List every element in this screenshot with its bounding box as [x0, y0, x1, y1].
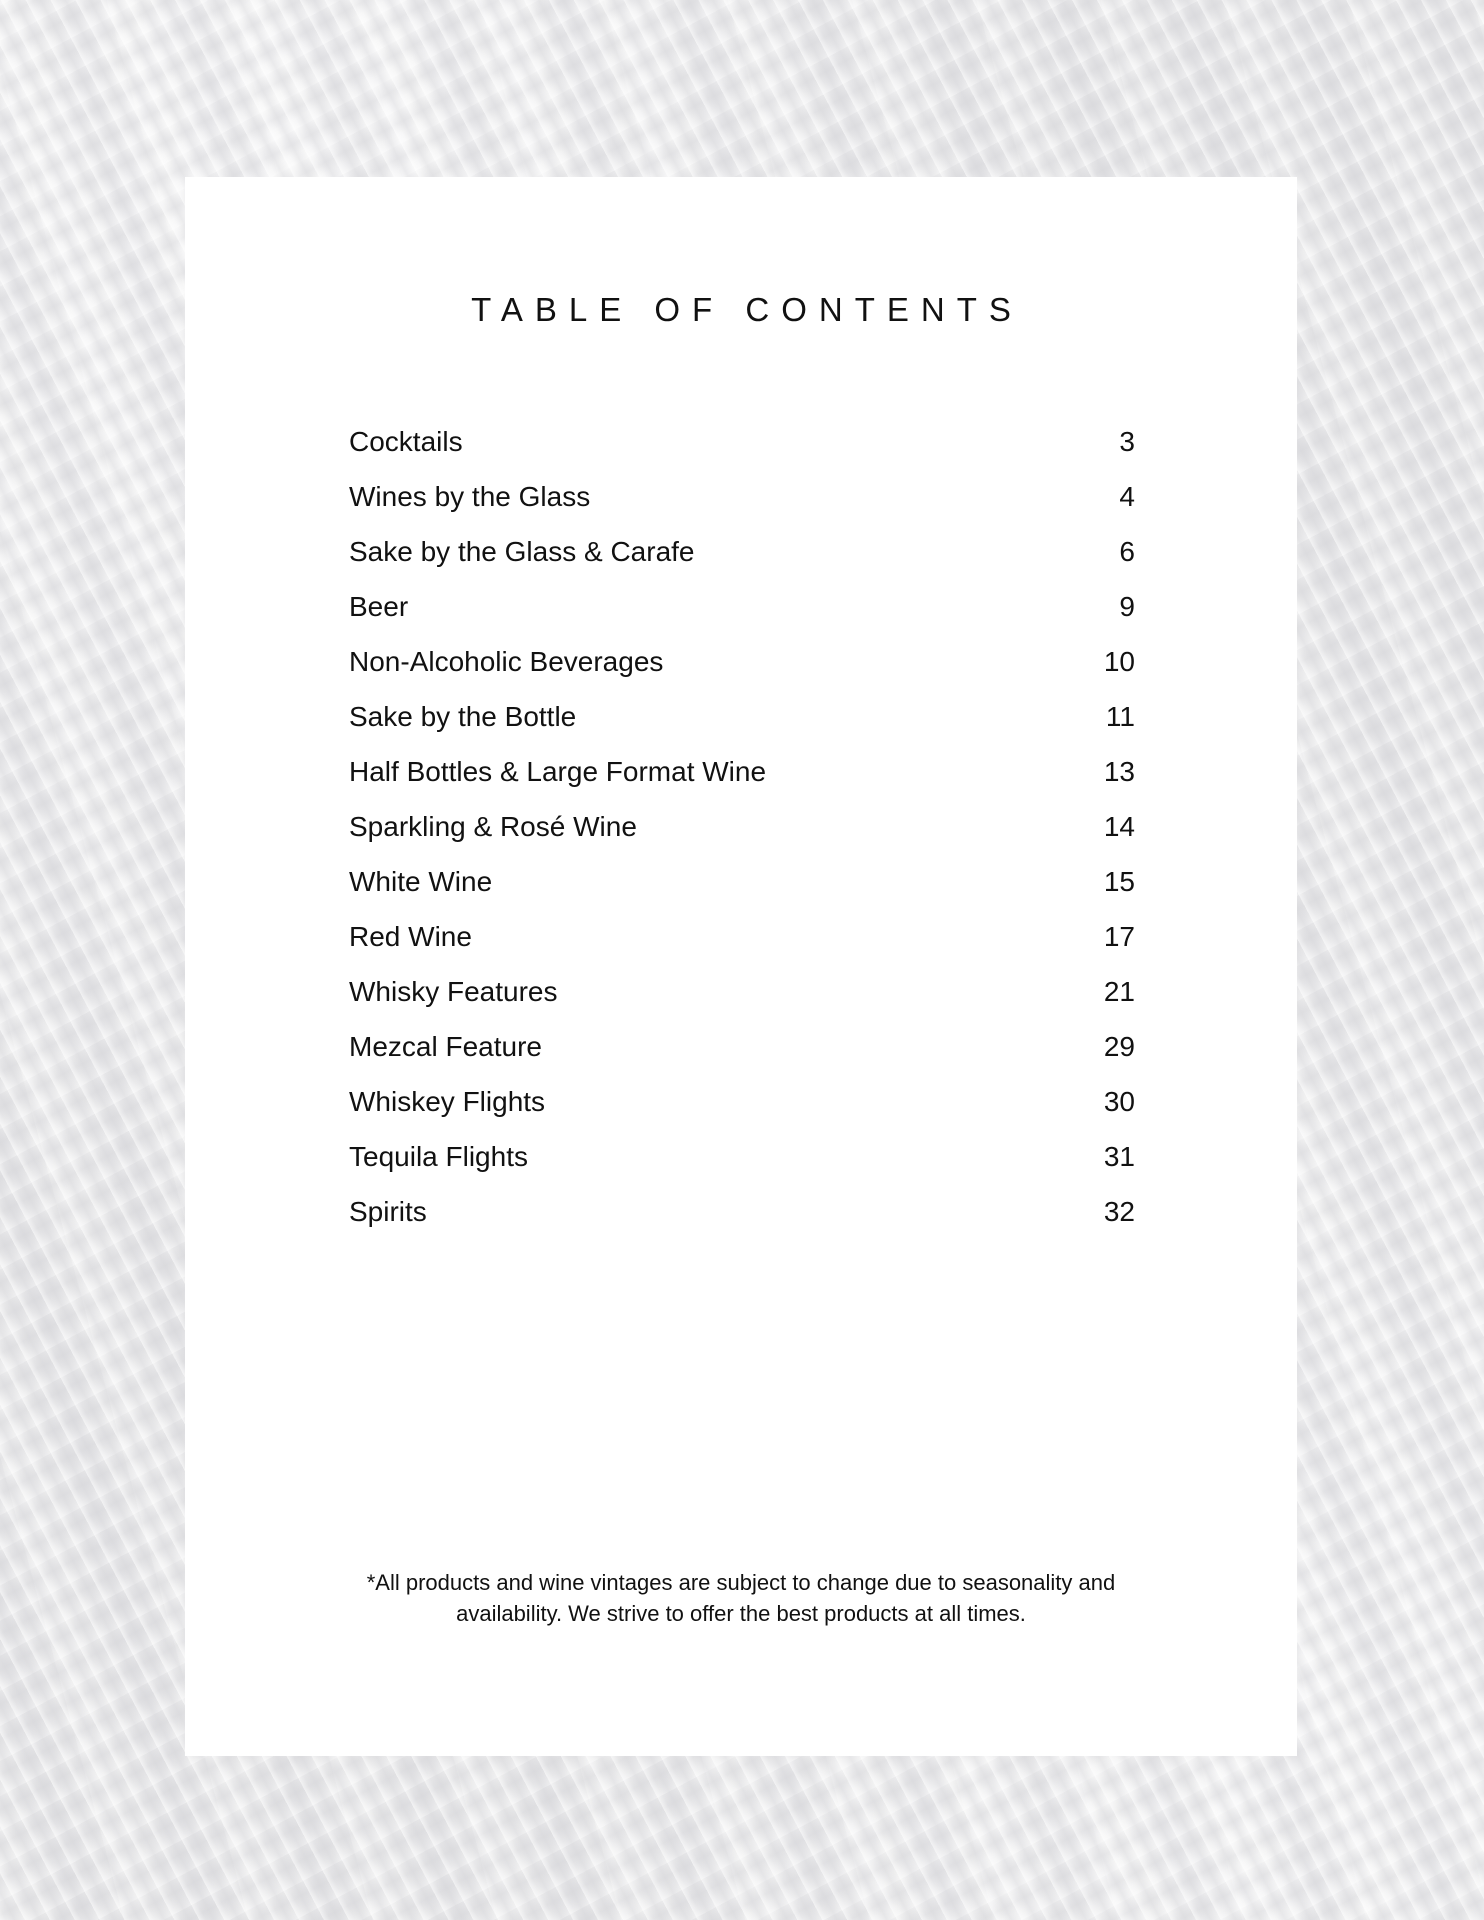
toc-entry[interactable] [349, 414, 1135, 469]
toc-entry-label: White Wine [349, 865, 493, 897]
toc-list [349, 414, 1135, 1239]
toc-entry[interactable] [349, 689, 1135, 744]
toc-entry[interactable] [349, 799, 1135, 854]
toc-entry-label: Whisky Features [349, 975, 558, 1007]
toc-entry[interactable] [349, 634, 1135, 689]
toc-entry[interactable] [349, 744, 1135, 799]
toc-entry-page: 3 [1119, 425, 1135, 457]
toc-entry-label: Whiskey Flights [349, 1085, 546, 1117]
toc-entry[interactable] [349, 1074, 1135, 1129]
toc-entry[interactable] [349, 909, 1135, 964]
toc-entry-page: 31 [1103, 1140, 1135, 1172]
toc-entry-page: 11 [1105, 700, 1135, 732]
toc-entry-page: 14 [1103, 810, 1135, 842]
toc-entry-label: Non-Alcoholic Beverages [349, 645, 664, 677]
toc-entry[interactable] [349, 854, 1135, 909]
toc-entry-label: Wines by the Glass [349, 480, 591, 512]
footnote-text: *All products and wine vintages are subject to change due to seasonality and availability. We strive to offer the best products at all times. [366, 1570, 1116, 1626]
toc-entry-label: Mezcal Feature [349, 1030, 542, 1062]
toc-entry-page: 9 [1119, 590, 1135, 622]
toc-entry-page: 6 [1119, 535, 1135, 567]
toc-entry[interactable] [349, 469, 1135, 524]
toc-entry-page: 10 [1103, 645, 1135, 677]
toc-entry[interactable] [349, 964, 1135, 1019]
availability-footnote [185, 1567, 1297, 1629]
toc-entry-label: Sake by the Bottle [349, 700, 577, 732]
page-title: TABLE OF CONTENTS [471, 291, 1023, 329]
toc-entry-label: Tequila Flights [349, 1140, 528, 1172]
toc-entry-label: Sake by the Glass & Carafe [349, 535, 695, 567]
toc-entry[interactable] [349, 1129, 1135, 1184]
menu-page [185, 177, 1297, 1756]
toc-entry-page: 15 [1103, 865, 1135, 897]
toc-entry-page: 30 [1103, 1085, 1135, 1117]
toc-entry-page: 32 [1103, 1195, 1135, 1227]
toc-entry-label: Cocktails [349, 425, 463, 457]
toc-entry[interactable] [349, 579, 1135, 634]
toc-entry-page: 21 [1103, 975, 1135, 1007]
toc-entry[interactable] [349, 1019, 1135, 1074]
toc-entry-page: 29 [1103, 1030, 1135, 1062]
toc-entry[interactable] [349, 524, 1135, 579]
toc-entry-page: 13 [1103, 755, 1135, 787]
toc-entry-label: Half Bottles & Large Format Wine [349, 755, 767, 787]
toc-entry-page: 17 [1103, 920, 1135, 952]
toc-entry-label: Sparkling & Rosé Wine [349, 810, 637, 842]
toc-entry-label: Red Wine [349, 920, 472, 952]
toc-entry-label: Beer [349, 590, 409, 622]
toc-entry[interactable] [349, 1184, 1135, 1239]
toc-entry-label: Spirits [349, 1195, 427, 1227]
toc-entry-page: 4 [1119, 480, 1135, 512]
